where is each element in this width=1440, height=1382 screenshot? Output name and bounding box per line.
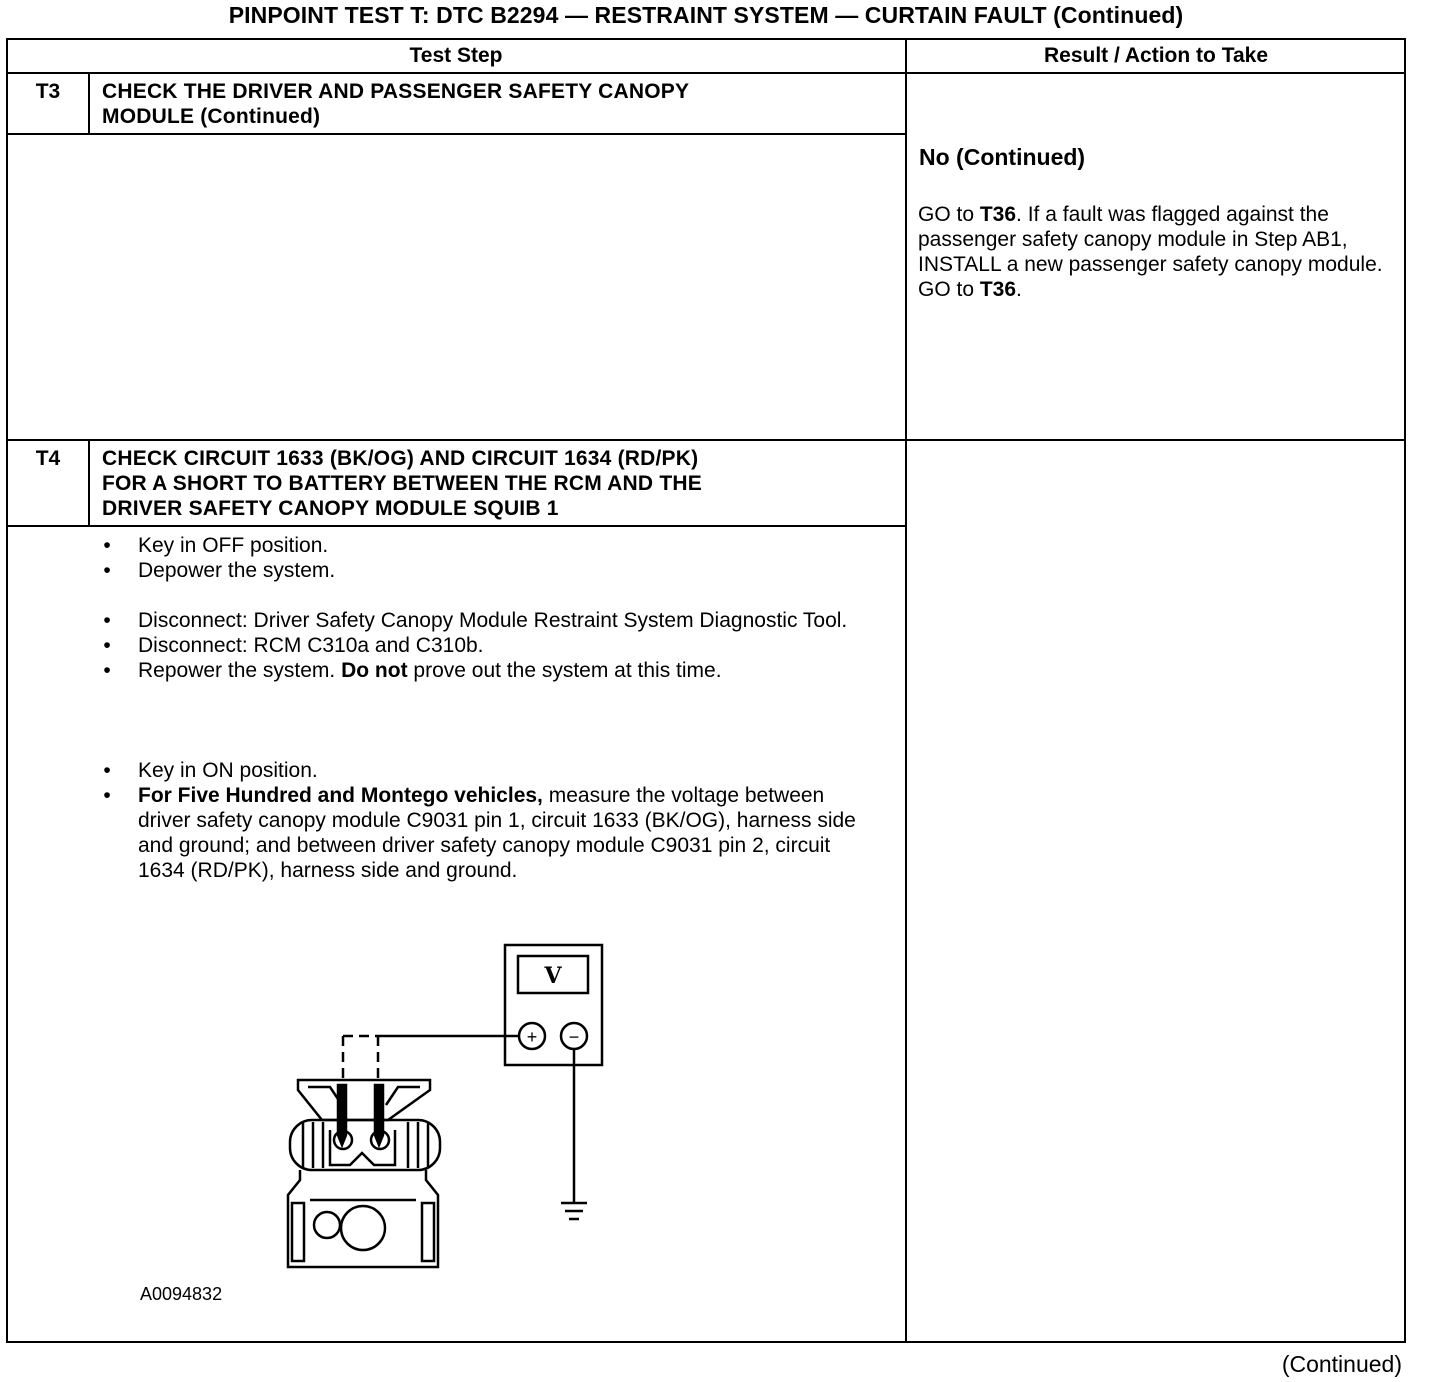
instruction-text: Key in OFF position. [138,534,329,557]
plus-sign: + [526,1027,538,1047]
header-result: Result / Action to Take [1043,44,1269,67]
t4-title-divider [6,525,906,527]
instruction-text: Repower the system. [138,659,342,682]
step-title-t4-line: FOR A SHORT TO BATTERY BETWEEN THE RCM AND THE [102,472,702,495]
t3-title-divider [6,133,906,135]
instruction-item [100,608,890,633]
step-title-t4-line: DRIVER SAFETY CANOPY MODULE SQUIB 1 [102,497,559,520]
result-text-part: . If a fault was flagged against the passenger safety canopy module in Step AB1, INSTALL a new passenger safety canopy module. GO to [918,203,1383,301]
instruction-item [100,783,890,883]
bullet-mark: • [103,634,111,657]
goto-t36-link[interactable]: T36 [979,203,1017,226]
instruction-item [100,558,890,583]
t3-t4-divider [6,439,1406,441]
instruction-group-1 [100,533,890,583]
result-text-part: . [1016,278,1022,301]
instruction-text: Disconnect: Driver Safety Canopy Module Restraint System Diagnostic Tool. [138,609,848,632]
instruction-item [100,633,890,658]
bullet-mark: • [103,609,111,632]
column-divider [905,38,907,1343]
instruction-text: Depower the system. [138,559,336,582]
connector-c9031-icon [288,1080,440,1267]
instruction-item [100,758,890,783]
result-text-part: GO to [918,203,980,226]
header-divider [6,72,1406,74]
t3-id-divider [88,72,90,134]
instruction-emphasis: For Five Hundred and Montego vehicles, [138,784,543,807]
step-id-t3: T3 [35,80,61,103]
t4-id-divider [88,439,90,526]
meter-symbol: V [544,963,562,989]
step-title-t4 [102,446,892,521]
instruction-text: measure the voltage between driver safety canopy module C9031 pin 1, circuit 1633 (BK/OG), harness side and ground; and between driver safety canopy module C9031 pin 2, circuit 1634 (RD/PK), harness side and ground. [138,784,856,882]
result-heading-no: No (Continued) [919,144,1086,170]
bullet-mark: • [103,559,111,582]
instruction-group-3 [100,758,890,883]
voltmeter-measurement-figure [270,935,630,1280]
continued-footer: (Continued) [1281,1351,1402,1377]
step-title-t3-line: MODULE (Continued) [102,105,321,128]
step-title-t3-line: CHECK THE DRIVER AND PASSENGER SAFETY CANOPY [102,80,690,103]
instruction-item [100,533,890,558]
header-test-step: Test Step [409,44,503,67]
page-title: PINPOINT TEST T: DTC B2294 — RESTRAINT SYSTEM — CURTAIN FAULT (Continued) [228,2,1184,28]
goto-t36-link[interactable]: T36 [979,278,1017,301]
bullet-mark: • [103,534,111,557]
instruction-text: Disconnect: RCM C310a and C310b. [138,634,484,657]
minus-sign: − [568,1027,580,1047]
step-title-t4-line: CHECK CIRCUIT 1633 (BK/OG) AND CIRCUIT 1634 (RD/PK) [102,447,699,470]
figure-code: A0094832 [140,1284,223,1304]
instruction-emphasis: Do not [341,659,408,682]
bullet-mark: • [103,659,111,682]
instruction-text: prove out the system at this time. [407,659,722,682]
instruction-group-2 [100,608,890,683]
step-id-t4: T4 [35,447,61,470]
bullet-mark: • [103,759,111,782]
instruction-item [100,658,890,683]
bullet-mark: • [103,784,111,807]
instruction-text: Key in ON position. [138,759,318,782]
step-title-t3 [102,79,892,129]
ground-symbol-icon [561,1203,587,1219]
result-text [918,202,1388,302]
